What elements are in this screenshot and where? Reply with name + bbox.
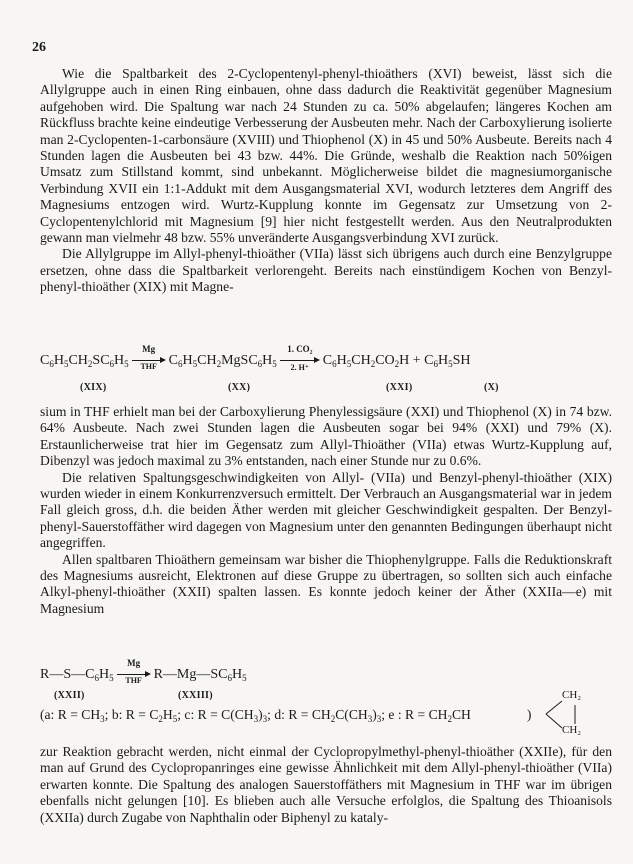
paragraph-6: zur Reaktion gebracht werden, nicht einmal der Cyclopropylmethyl-phenyl-thioäther (XXIIe), für den man auf Grund des Cyclopropanringes eine gewisse Ähnlichkeit mit dem Allyl-phenyl-thioäther (VIIa) erwarten konnte. Die Spaltung des analogen Sauerstoffäthers mit Magnesium in THF war im übrigen ebenfalls nicht gelungen [10]. Es blieben auch alle Versuche erfolglos, die Spaltung des Thioanisols (XXIIa) durch Zugabe von Naphthalin oder Biphenyl zu kataly- — [40, 744, 612, 825]
substituent-definitions: (a: $R = CH_3$; b: $R = C_2H_5$; c: $R = C(CH_3)_3$; d: $R = CH_2C(CH_3)_3$; e : $R = CH_2CH$ ) — [40, 707, 532, 724]
text-block-3 — [40, 744, 612, 826]
compound-label-xx: (XX) — [228, 382, 251, 393]
compound-label-xxiii: (XXIII) — [178, 690, 213, 701]
reaction-arrow-3: Mg THF — [117, 666, 151, 680]
compound-label-xxi: (XXI) — [386, 382, 413, 393]
reaction-equation-2: $R—S—C_6H_5$ Mg THF $R—Mg—SC_6H_5$ — [40, 658, 247, 685]
reaction-equation-1: $C_6H_5CH_2SC_6H_5$ Mg THF $C_6H_5CH_2MgSC_6H_5$ $\frac{\text{1. CO₂}}{2. H^+}$ $C_6H_5CH_2CO_2H + C_6H_5SH$ — [40, 344, 471, 372]
paragraph-5: Allen spaltbaren Thioäthern gemeinsam war bisher die Thiophenylgruppe. Falls die Reduktionskraft des Magnesiums ausreicht, Elektronen auf diese Gruppe zu übertragen, so sollten sich auch einfache Alkyl-phenyl-thioäther (XXII) spalten lassen. Es konnte jedoch keiner der Äther (XXIIa—e) mit Magnesium — [40, 551, 612, 616]
compound-label-x: (X) — [484, 382, 499, 393]
cyclopropyl-ch2-top: CH₂ — [562, 689, 582, 701]
cyclopropyl-ch2-bottom: CH₂ — [562, 724, 582, 736]
page-number: 26 — [32, 40, 46, 55]
paragraph-1: Wie die Spaltbarkeit des 2-Cyclopentenyl-phenyl-thioäthers (XVI) beweist, lässt sich die Allylgruppe auch in einen Ring einbauen, ohne dass dadurch die Reaktivität gegenüber Magnesium aufgehoben wird. Die Spaltung war nach 24 Stunden zu ca. 50% abgelaufen; längeres Kochen am Rückfluss brachte keine eindeutige Verbesserung der Ausbeuten mehr. Nach der Carboxylierung isolierte man 2-Cyclopenten-1-carbonsäure (XVIII) und Thiophenol (X) in 45 und 50% Ausbeute. Bereits nach 4 Stunden lagen die Ausbeuten bei 43 bzw. 44%. Die Gründe, weshalb die Reaktion nach 50%igen Umsatz zum Stillstand kommt, sind unbekannt. Möglicherweise bildet die magnesiumorganische Verbindung XVII ein 1:1-Addukt mit dem Ausgangsmaterial XVI, wodurch letzteres dem Angriff des Magnesiums entzogen wird. Wurtz-Kupplung konnte im Gegensatz zur Umsetzung von 2-Cyclopentenylchlorid mit Magnesium [9] hier nicht festgestellt werden. Aus den Neutralprodukten gewann man vielmehr 48 bzw. 55% unveränderte Ausgangsverbindung XVI zurück. — [40, 66, 612, 246]
paragraph-3: sium in THF erhielt man bei der Carboxylierung Phenylessigsäure (XXI) und Thiophenol (X) in 74 bzw. 64% Ausbeute. Nach zwei Stunden lagen die Ausbeuten sogar bei 94% (XXI) und 79% (X). Erstaunlicherweise trat hier im Gegensatz zum Allyl-Thioäther (VIIa) etwas Wurtz-Kupplung auf, Dibenzyl was jedoch maximal zu 3% entstanden, nach einer Stunde nur zu 0.6%. — [40, 404, 612, 469]
reaction-arrow-1: Mg THF — [132, 352, 166, 366]
compound-label-xix: (XIX) — [80, 382, 107, 393]
paragraph-4: Die relativen Spaltungsgeschwindigkeiten von Allyl- (VIIa) und Benzyl-phenyl-thioäther (XIX) wurden wieder in einem Konkurrenzversuch ermittelt. Der Verbrauch an Ausgangsmaterial war in jedem Fall gleich gross, d.h. die beiden Äther werden mit gleicher Geschwindigkeit gespalten. Der Benzyl-phenyl-Sauerstoffäther wird dagegen von Magnesium unter den genannten Bedingungen überhaupt nicht angegriffen. — [40, 469, 612, 551]
paragraph-2: Die Allylgruppe im Allyl-phenyl-thioäther (VIIa) lässt sich übrigens auch durch eine Benzylgruppe ersetzen, ohne dass die Spaltbarkeit verlorengeht. Bereits nach einstündigem Kochen von Benzyl-phenyl-thioäther (XIX) mit Magne- — [40, 246, 612, 295]
reaction-arrow-2: $\frac{\text{1. CO₂}}{2. H^+}$ — [280, 352, 320, 366]
compound-label-xxii: (XXII) — [54, 690, 85, 701]
